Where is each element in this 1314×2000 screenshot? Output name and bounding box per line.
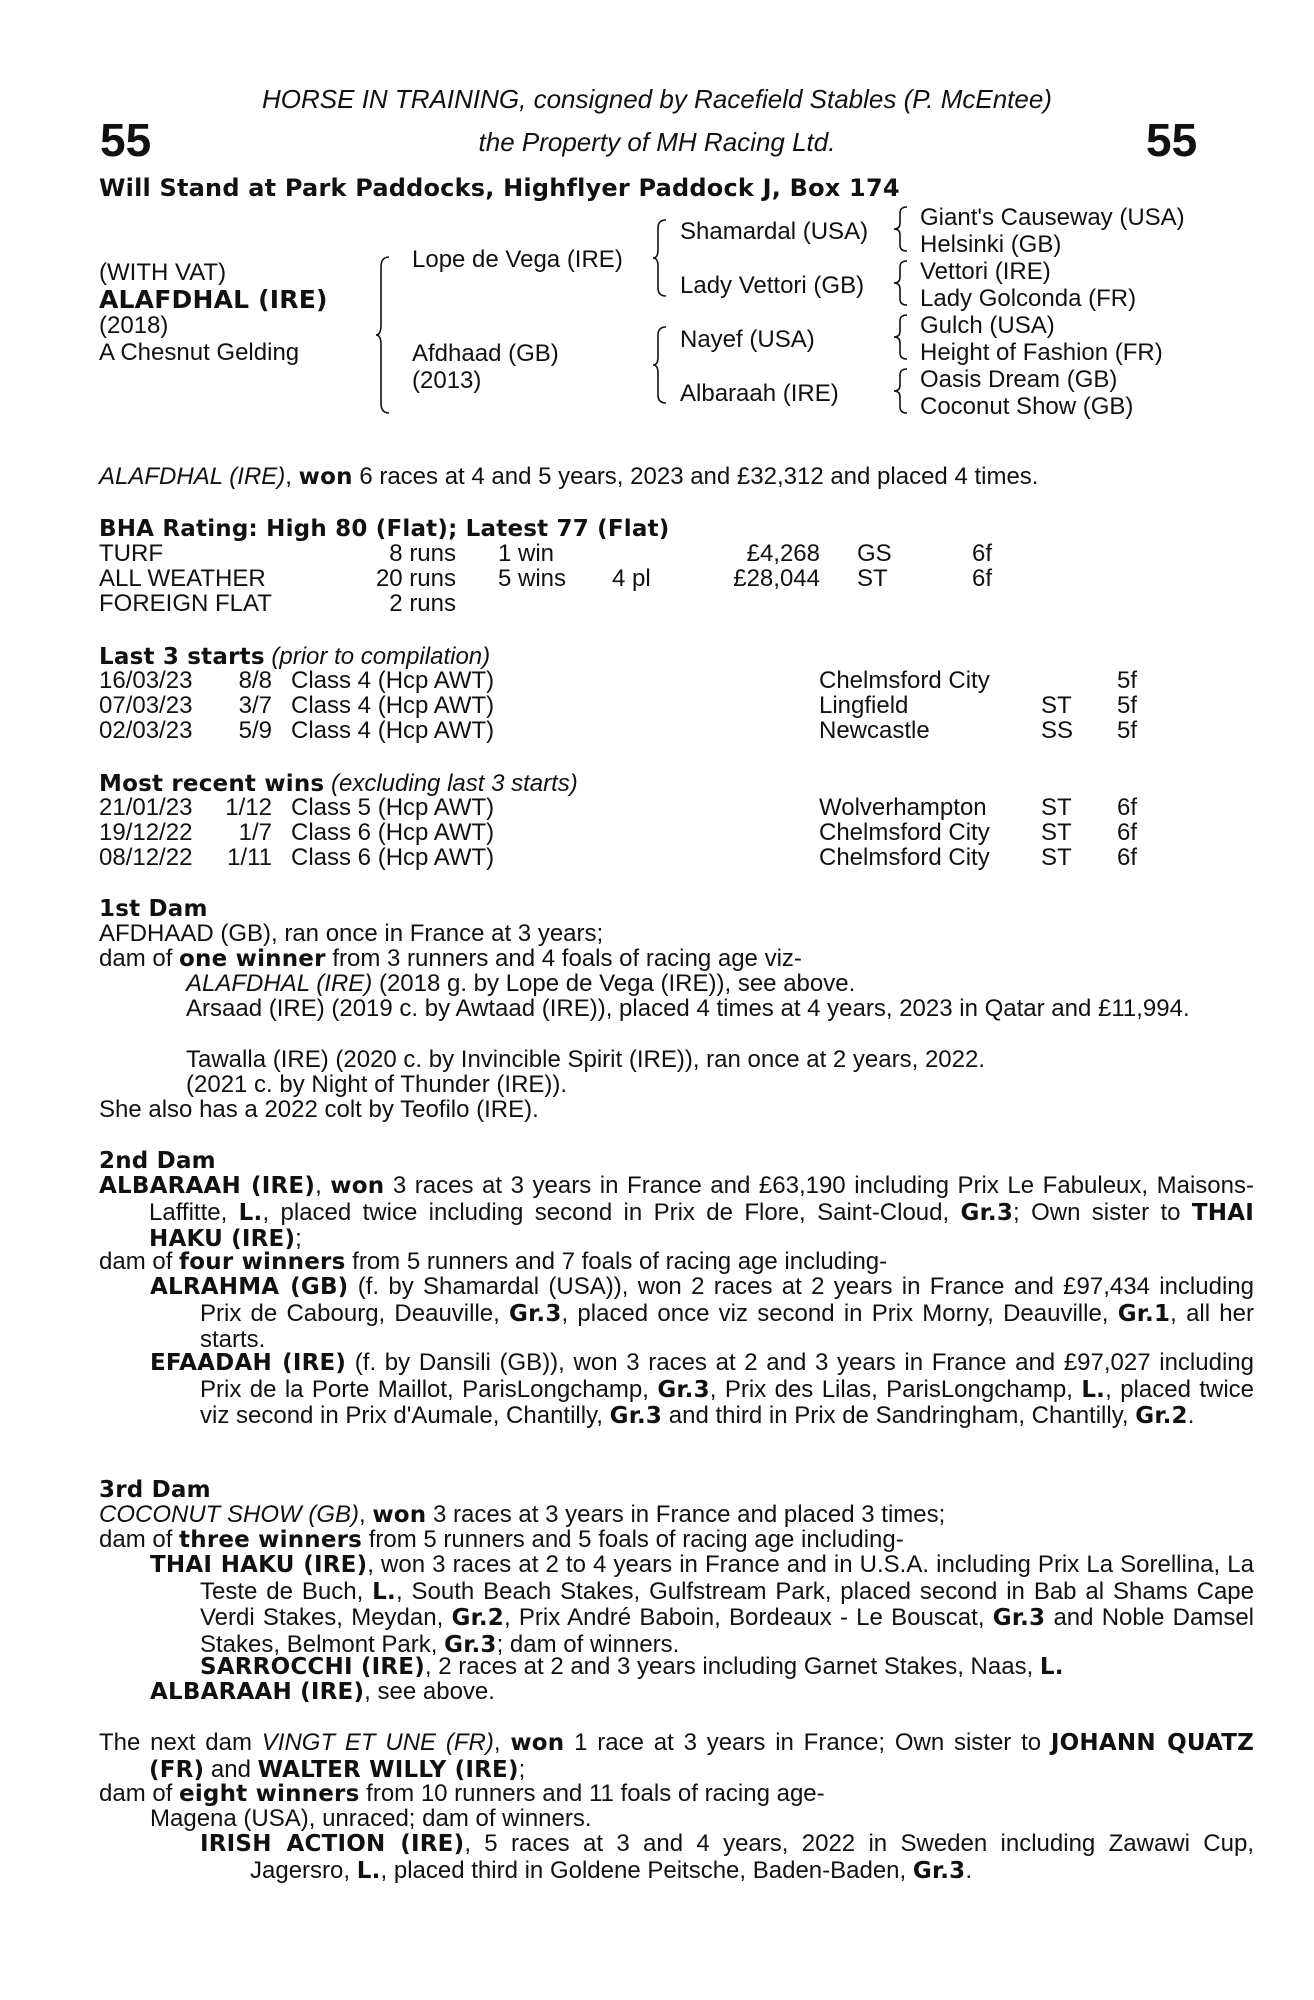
dam-sire: Nayef (USA) (680, 326, 815, 353)
dam3-heading: 3rd Dam (99, 1477, 211, 1503)
start-class: Class 4 (Hcp AWT) (291, 717, 495, 744)
win-dist: 6f (1117, 794, 1138, 821)
brace-dam (652, 325, 668, 405)
sibling-name: WALTER WILLY (IRE) (257, 1756, 519, 1783)
consignor-line: HORSE IN TRAINING, consigned by Racefield Stables (P. McEntee) (262, 84, 1052, 114)
listed-marker: L. (238, 1199, 263, 1226)
horse-description: A Chesnut Gelding (99, 339, 300, 366)
text: ; (295, 1225, 302, 1252)
property-line: the Property of MH Racing Ltd. (478, 127, 836, 157)
next-dam-produce-magena: Magena (USA), unraced; dam of winners. (150, 1805, 592, 1832)
start-date: 02/03/23 (99, 717, 193, 744)
group-marker: Gr.3 (960, 1199, 1014, 1226)
text: , placed third in Goldene Peitsche, Baden-Baden, (380, 1856, 913, 1884)
brace-sd (893, 259, 909, 307)
produce-name: ALRAHMA (GB) (150, 1274, 349, 1300)
recent-note: (excluding last 3 starts) (331, 770, 578, 797)
produce-name: ALBARAAH (IRE) (150, 1679, 365, 1705)
dam: Afdhaad (GB) (412, 340, 559, 367)
text: dam of (99, 1780, 180, 1807)
sire-sire: Shamardal (USA) (680, 218, 869, 245)
rating-money: £28,044 (733, 565, 820, 592)
text: dam of (99, 1248, 180, 1275)
sd-dam: Lady Golconda (FR) (920, 285, 1137, 312)
dam3-name: COCONUT SHOW (GB) (99, 1501, 359, 1528)
rating-dist: 6f (972, 540, 993, 567)
text: , 5 races at 3 and 4 years, 2022 in Sweden including Zawawi Cup, Jagersro, (250, 1830, 1254, 1884)
rating-money: £4,268 (746, 540, 820, 567)
won: won (330, 1173, 385, 1199)
dam2-produce-summary (99, 1249, 1204, 1276)
text: ; (518, 1755, 526, 1783)
sister-name: THAI HAKU (IRE) (149, 1199, 1255, 1252)
win-position: 1/11 (227, 844, 272, 871)
text: , South Beach Stakes, Gulfstream Park, placed second in Bab al Shams Cape Verdi Stakes, Meydan, (200, 1577, 1254, 1631)
win-date: 08/12/22 (99, 844, 193, 871)
listed-marker: L. (372, 1578, 396, 1605)
dam2-produce-efaadah (150, 1350, 1254, 1430)
text: (f. by Dansili (GB)), won 3 races at 2 and 3 years in France and £97,027 including Prix de la Porte Maillot, ParisLongchamp, (200, 1349, 1254, 1403)
winners-count: eight winners (179, 1781, 360, 1807)
produce-name: ALAFDHAL (IRE) (186, 970, 373, 997)
start-dist: 5f (1117, 692, 1138, 719)
win-course: Chelmsford City (819, 844, 990, 871)
summary-horse-name: ALAFDHAL (IRE) (99, 463, 286, 490)
text: The next dam (99, 1729, 262, 1756)
brace-ds (893, 313, 909, 361)
next-dam-produce-summary (99, 1781, 1204, 1808)
lot-number-left: 55 (100, 114, 152, 166)
summary-won: won (298, 464, 353, 490)
start-position: 3/7 (238, 692, 272, 719)
dam1-produce-3: Tawalla (IRE) (2020 c. by Invincible Spirit (IRE)), ran once at 2 years, 2022. (186, 1046, 986, 1073)
next-dam-name: VINGT ET UNE (FR) (261, 1729, 494, 1756)
rating-going: ST (857, 565, 888, 592)
text: , 2 races at 2 and 3 years including Garnet Stakes, Naas, (424, 1653, 1040, 1680)
won: won (510, 1730, 565, 1756)
won: won (372, 1502, 427, 1528)
win-dist: 6f (1117, 819, 1138, 846)
group-marker: Gr.1 (1117, 1300, 1171, 1327)
win-class: Class 6 (Hcp AWT) (291, 819, 495, 846)
listed-marker: L. (1081, 1376, 1106, 1403)
start-course: Newcastle (819, 717, 930, 744)
dam1-produce-1 (186, 971, 1291, 997)
group-marker: Gr.3 (609, 1403, 663, 1429)
dam3-produce-albaraah (150, 1679, 1255, 1706)
rating-wins: 1 win (498, 540, 555, 567)
win-course: Wolverhampton (819, 794, 987, 821)
stand-location: Will Stand at Park Paddocks, Highflyer Paddock J, Box 174 (99, 174, 900, 202)
start-dist: 5f (1117, 717, 1138, 744)
rating-going: GS (857, 540, 892, 567)
dam1-produce-2 (150, 996, 1204, 1022)
dam3-record: COCONUT SHOW (GB), won 3 races at 3 years in France and placed 3 times; (99, 1501, 946, 1528)
dam2-record: ALBARAAH (IRE), won 3 races at 3 years in France and £63,190 including Prix Le Fabuleux, Maisons-Laffitte, L., placed twice including second in Prix de Flore, Saint-Cloud, Gr.3; Own sister to THAI HAKU (IRE); (99, 1172, 1255, 1252)
dam2-heading: 2nd Dam (99, 1148, 216, 1174)
rating-wins: 5 wins (498, 565, 567, 592)
produce-name: THAI HAKU (IRE) (150, 1552, 368, 1578)
sire: Lope de Vega (IRE) (412, 246, 623, 273)
sire-dam: Lady Vettori (GB) (680, 272, 865, 299)
rating-runs: 2 runs (389, 590, 456, 617)
text: . (1187, 1402, 1195, 1429)
dam1-produce-4: (2021 c. by Night of Thunder (IRE)). (186, 1071, 568, 1098)
text: dam of (99, 945, 180, 972)
dam3-grandproduce-sarrocchi (200, 1654, 1305, 1681)
dam1-line1: AFDHAAD (GB), ran once in France at 3 years; (99, 920, 604, 947)
dam3-produce-summary (99, 1527, 1204, 1554)
produce-name: EFAADAH (IRE) (150, 1350, 347, 1376)
bha-rating: BHA Rating: High 80 (Flat); Latest 77 (Flat) (99, 516, 670, 542)
text: 1 race at 3 years in France; Own sister to (564, 1729, 1051, 1756)
start-going: SS (1041, 717, 1074, 744)
text: from 5 runners and 7 foals of racing age including- (345, 1248, 888, 1275)
text: , placed once viz second in Prix Morny, Deauville, (561, 1299, 1118, 1327)
text: Arsaad (IRE) (2019 c. by Awtaad (IRE)), placed 4 times at 4 years, 2023 in Qatar and £11,994. (186, 995, 1190, 1022)
text: and Noble Damsel Stakes, Belmont Park, (200, 1604, 1255, 1658)
sd-sire: Vettori (IRE) (920, 258, 1051, 285)
text: 3 races at 3 years in France and £63,190 including Prix Le Fabuleux, Maisons-Laffitte, (149, 1172, 1254, 1226)
win-going: ST (1041, 819, 1072, 846)
vat-note: (WITH VAT) (99, 259, 227, 286)
lot-number-right: 55 (1146, 114, 1198, 166)
text: (f. by Shamardal (USA)), won 2 races at 2 years in France and £97,434 including Prix de Cabourg, Deauville, (200, 1273, 1254, 1327)
dd-dam: Coconut Show (GB) (920, 393, 1134, 420)
win-position: 1/7 (238, 819, 272, 846)
text: from 10 runners and 11 foals of racing age- (359, 1780, 825, 1807)
dam3-produce-thai-haku (150, 1552, 1254, 1658)
start-course: Chelmsford City (819, 667, 990, 694)
winners-count: three winners (179, 1527, 363, 1553)
last3-note: (prior to compilation) (271, 643, 491, 670)
recent-title: Most recent wins (99, 771, 325, 797)
next-dam-grandproduce-irish-action (200, 1831, 1254, 1884)
produce-name: IRISH ACTION (IRE) (200, 1831, 465, 1857)
listed-marker: L. (1039, 1654, 1064, 1680)
text: from 3 runners and 4 foals of racing age viz- (325, 945, 802, 972)
rating-runs: 20 runs (375, 565, 456, 592)
brace-dd (893, 367, 909, 415)
start-class: Class 4 (Hcp AWT) (291, 692, 495, 719)
sibling-name: JOHANN QUATZ (FR) (149, 1730, 1255, 1783)
ds-sire: Gulch (USA) (920, 312, 1055, 339)
group-marker: Gr.3 (992, 1605, 1046, 1631)
text: , see above. (364, 1678, 495, 1705)
ss-sire: Giant's Causeway (USA) (920, 204, 1185, 231)
text: ; dam of winners. (496, 1630, 680, 1658)
group-marker: Gr.3 (912, 1857, 966, 1884)
text: , placed twice viz second in Prix d'Aumale, Chantilly, (200, 1375, 1255, 1429)
listed-marker: L. (356, 1857, 381, 1884)
rating-surface: ALL WEATHER (99, 565, 266, 592)
text: , placed twice including second in Prix de Flore, Saint-Cloud, (262, 1198, 961, 1226)
summary-text: 6 races at 4 and 5 years, 2023 and £32,312 and placed 4 times. (352, 463, 1039, 490)
brace-sire (652, 218, 668, 298)
start-date: 16/03/23 (99, 667, 193, 694)
start-position: 5/9 (238, 717, 272, 744)
dd-sire: Oasis Dream (GB) (920, 366, 1118, 393)
start-class: Class 4 (Hcp AWT) (291, 667, 495, 694)
group-marker: Gr.2 (451, 1605, 504, 1631)
text: , Prix des Lilas, ParisLongchamp, (709, 1375, 1082, 1403)
win-going: ST (1041, 844, 1072, 871)
dam1-line3: She also has a 2022 colt by Teofilo (IRE). (99, 1096, 539, 1123)
rating-surface: FOREIGN FLAT (99, 590, 272, 617)
text: 3 races at 3 years in France and placed 3 times; (426, 1501, 946, 1528)
rating-runs: 8 runs (389, 540, 456, 567)
start-going: ST (1041, 692, 1072, 719)
text: , won 3 races at 2 to 4 years in France and in U.S.A. including Prix La Sorellina, La Teste de Buch, (200, 1551, 1254, 1605)
winners-count: four winners (179, 1249, 346, 1275)
dam1-winners: one winner (179, 946, 326, 972)
group-marker: Gr.2 (1135, 1403, 1188, 1429)
win-going: ST (1041, 794, 1072, 821)
horse-name: ALAFDHAL (IRE) (99, 285, 328, 314)
produce-name: SARROCCHI (IRE) (200, 1654, 425, 1680)
text: from 5 runners and 5 foals of racing age including- (362, 1526, 904, 1553)
group-marker: Gr.3 (657, 1376, 710, 1403)
rating-dist: 6f (972, 565, 993, 592)
ds-dam: Height of Fashion (FR) (920, 339, 1163, 366)
start-dist: 5f (1117, 667, 1138, 694)
rating-surface: TURF (99, 540, 163, 567)
win-position: 1/12 (225, 794, 272, 821)
text: (2018 g. by Lope de Vega (IRE)), see above. (372, 970, 856, 997)
win-dist: 6f (1117, 844, 1138, 871)
win-class: Class 5 (Hcp AWT) (291, 794, 495, 821)
start-position: 8/8 (238, 667, 272, 694)
start-course: Lingfield (819, 692, 909, 719)
dam1-heading: 1st Dam (99, 896, 208, 922)
dam-dam: Albaraah (IRE) (680, 380, 839, 407)
text: , Prix André Baboin, Bordeaux - Le Bouscat, (503, 1604, 993, 1631)
win-course: Chelmsford City (819, 819, 990, 846)
brace-gen1 (375, 255, 391, 415)
text: ; Own sister to (1013, 1198, 1192, 1226)
next-dam-record (99, 1730, 1254, 1783)
win-class: Class 6 (Hcp AWT) (291, 844, 495, 871)
ss-dam: Helsinki (GB) (920, 231, 1062, 258)
group-marker: Gr.3 (509, 1300, 562, 1327)
dam2-name: ALBARAAH (IRE) (99, 1173, 316, 1199)
text: and (204, 1755, 258, 1783)
last3-title: Last 3 starts (99, 644, 265, 670)
dam2-produce-alrahma (150, 1274, 1254, 1353)
text: dam of (99, 1526, 180, 1553)
dam-year: (2013) (412, 367, 482, 394)
dam1-line2 (99, 946, 1204, 973)
win-date: 19/12/22 (99, 819, 193, 846)
text: . (965, 1856, 973, 1884)
group-marker: Gr.3 (444, 1631, 497, 1658)
rating-placed: 4 pl (612, 565, 651, 592)
text: , (493, 1729, 511, 1756)
start-date: 07/03/23 (99, 692, 193, 719)
win-date: 21/01/23 (99, 794, 193, 821)
brace-ss (893, 205, 909, 253)
race-summary: ALAFDHAL (IRE), won 6 races at 4 and 5 years, 2023 and £32,312 and placed 4 times. (99, 463, 1039, 490)
text: and third in Prix de Sandringham, Chantilly, (662, 1402, 1136, 1429)
text: , all her starts. (200, 1299, 1254, 1353)
horse-year: (2018) (99, 312, 169, 339)
